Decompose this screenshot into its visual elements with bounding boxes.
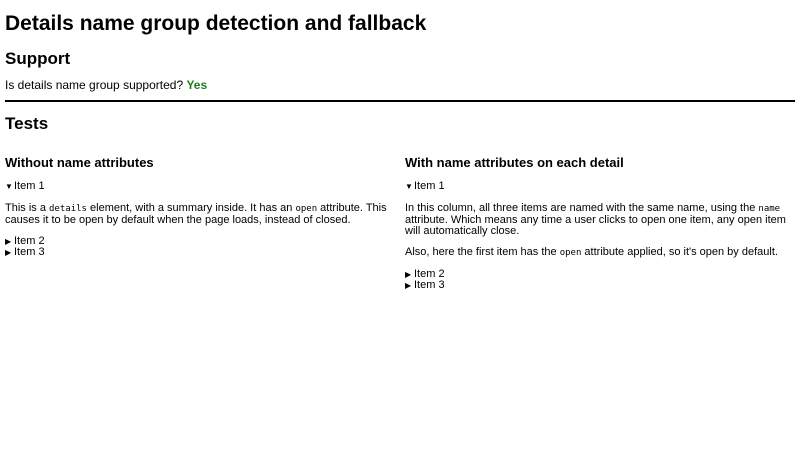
with-name-details-item-1[interactable] (405, 181, 795, 259)
disclosure-closed-icon: ▶ (405, 270, 412, 279)
details-body-text (405, 247, 795, 259)
disclosure-closed-icon: ▶ (5, 248, 12, 257)
text-run: element, with a summary inside. It has an (86, 202, 296, 214)
details-body-text (5, 203, 395, 226)
support-answer: Yes (186, 78, 208, 92)
without-name-summary-item-1[interactable] (5, 181, 395, 192)
summary-label: Item 2 (14, 235, 45, 247)
without-name-summary-item-2[interactable] (5, 236, 395, 247)
disclosure-open-icon: ▼ (5, 182, 13, 191)
code-name: name (758, 204, 781, 214)
disclosure-closed-icon: ▶ (5, 237, 12, 246)
summary-label: Item 1 (414, 180, 445, 192)
text-run: This is a (5, 202, 50, 214)
summary-label: Item 3 (414, 279, 445, 291)
support-question: Is details name group supported? (5, 78, 184, 92)
text-run: In this column, all three items are named with the same name, using the (405, 202, 759, 214)
with-name-summary-item-2[interactable] (405, 269, 795, 280)
support-heading: Support (5, 49, 71, 68)
support-status-line (5, 78, 207, 93)
text-run: attribute. Which means any time a user clicks to open one item, any open item will automatically close. (405, 214, 786, 237)
summary-label: Item 3 (14, 246, 45, 258)
with-name-column (405, 155, 795, 291)
summary-label: Item 2 (414, 268, 445, 280)
with-name-heading: With name attributes on each detail (405, 155, 624, 170)
with-name-details-item-3[interactable] (405, 280, 795, 291)
details-body-text (405, 203, 795, 237)
text-run: attribute. This causes it to be open by default when the page loads, instead of closed. (5, 202, 387, 226)
code-details: details (49, 204, 87, 214)
without-name-heading: Without name attributes (5, 155, 154, 170)
disclosure-open-icon: ▼ (405, 182, 413, 191)
without-name-details-item-1[interactable] (5, 181, 395, 226)
with-name-summary-item-1[interactable] (405, 181, 795, 192)
code-open: open (559, 248, 582, 258)
disclosure-closed-icon: ▶ (405, 281, 412, 290)
without-name-details-item-2[interactable] (5, 236, 395, 247)
text-run: attribute applied, so it's open by default. (581, 246, 778, 258)
code-open: open (295, 204, 318, 214)
summary-label: Item 1 (14, 180, 45, 192)
without-name-column (5, 155, 395, 258)
without-name-summary-item-3[interactable] (5, 247, 395, 258)
tests-heading: Tests (5, 114, 49, 133)
page-title: Details name group detection and fallback (5, 12, 427, 35)
without-name-details-item-3[interactable] (5, 247, 395, 258)
section-divider (5, 100, 795, 102)
with-name-details-item-2[interactable] (405, 269, 795, 280)
with-name-summary-item-3[interactable] (405, 280, 795, 291)
text-run: Also, here the first item has the (405, 246, 560, 258)
